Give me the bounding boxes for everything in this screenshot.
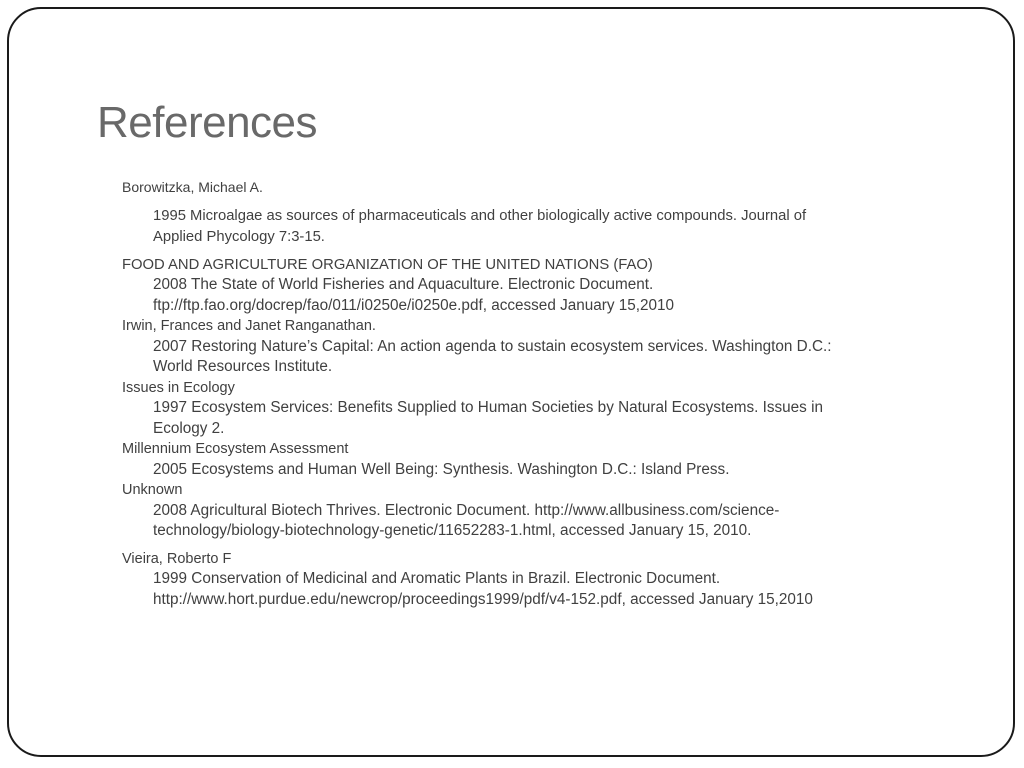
reference-millennium <box>122 439 922 480</box>
reference-author: Unknown <box>122 482 183 498</box>
reference-author: Issues in Ecology <box>122 379 235 396</box>
reference-issues-in-ecology <box>122 378 922 440</box>
reference-line: http://www.hort.purdue.edu/newcrop/proceedings1999/pdf/v4-152.pdf, accessed January 15,2010 <box>153 590 813 608</box>
slide-frame <box>7 7 1015 757</box>
reference-line: Ecology 2. <box>153 419 225 437</box>
references-list <box>122 177 922 610</box>
reference-line: 2007 Restoring Nature’s Capital: An action agenda to sustain ecosystem services. Washington D.C.: <box>153 337 832 355</box>
reference-line: 2005 Ecosystems and Human Well Being: Synthesis. Washington D.C.: Island Press. <box>153 460 730 478</box>
reference-fao <box>122 255 922 317</box>
reference-line: 2008 The State of World Fisheries and Aquaculture. Electronic Document. <box>153 276 654 293</box>
reference-line: ftp://ftp.fao.org/docrep/fao/011/i0250e/i0250e.pdf, accessed January 15,2010 <box>153 296 675 314</box>
reference-vieira <box>122 549 922 611</box>
reference-irwin <box>122 316 922 378</box>
reference-author: Irwin, Frances and Janet Ranganathan. <box>122 318 376 334</box>
reference-author: Borowitzka, Michael A. <box>122 179 263 195</box>
reference-author: Millennium Ecosystem Assessment <box>122 441 349 457</box>
reference-borowitzka <box>122 177 922 248</box>
reference-line: 1997 Ecosystem Services: Benefits Supplied to Human Societies by Natural Ecosystems. Issues in <box>153 399 823 416</box>
reference-line: Applied Phycology 7:3-15. <box>153 228 325 245</box>
reference-line: 1999 Conservation of Medicinal and Aromatic Plants in Brazil. Electronic Document. <box>153 570 721 587</box>
reference-line: 1995 Microalgae as sources of pharmaceuticals and other biologically active compounds. Journal of <box>153 207 807 224</box>
reference-line: World Resources Institute. <box>153 358 333 375</box>
reference-unknown <box>122 480 922 542</box>
page-title: References <box>97 98 318 147</box>
reference-author: FOOD AND AGRICULTURE ORGANIZATION OF THE UNITED NATIONS (FAO) <box>122 256 653 273</box>
reference-line: 2008 Agricultural Biotech Thrives. Electronic Document. http://www.allbusiness.com/science- <box>153 501 780 519</box>
reference-author: Vieira, Roberto F <box>122 550 232 567</box>
reference-line: technology/biology-biotechnology-genetic/11652283-1.html, accessed January 15, 2010. <box>153 522 752 539</box>
